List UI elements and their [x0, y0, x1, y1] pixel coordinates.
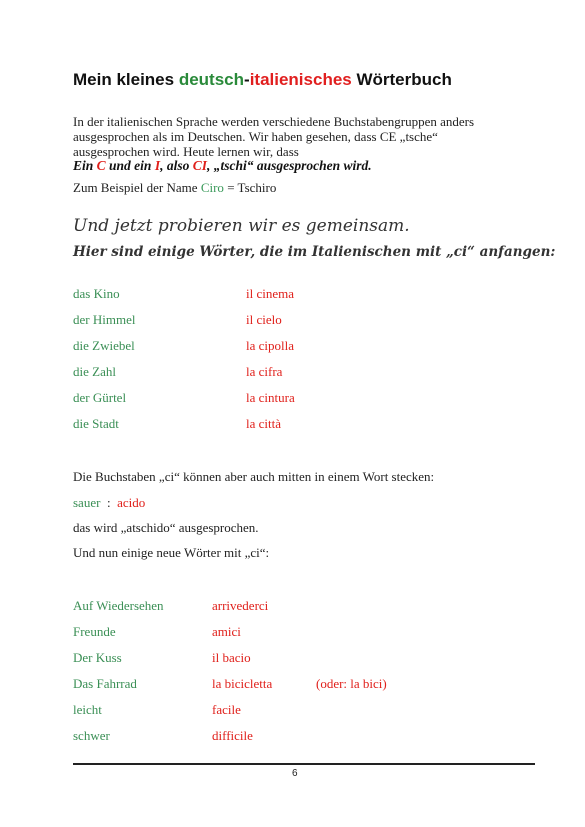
- word-sauer: sauer: [73, 495, 101, 510]
- list2-it-3: la bicicletta: [212, 676, 273, 691]
- mid-line-3: das wird „atschido“ ausgesprochen.: [73, 520, 259, 535]
- list1-de-0: das Kino: [73, 286, 120, 301]
- list2-note-3: (oder: la bici): [316, 676, 387, 691]
- list2-de-1: Freunde: [73, 624, 116, 639]
- rule-part: Ein: [73, 158, 97, 173]
- word-acido: acido: [117, 495, 146, 510]
- intro-paragraph: In der italienischen Sprache werden verschiedene Buchstabengruppen anders ausgesprochen als im Deutschen. Wir haben gesehen, dass CE „tsche“ ausgesprochen wird. Heute lernen wir, dass: [73, 114, 475, 159]
- list1-it-3: la cifra: [246, 364, 283, 379]
- section-heading-1: Und jetzt probieren wir es gemeinsam.: [73, 216, 410, 236]
- list2-it-0: arrivederci: [212, 598, 269, 613]
- rule-part: , „tschi“ ausgesprochen wird.: [206, 158, 372, 173]
- list1-it-0: il cinema: [246, 286, 295, 301]
- title-part-5: Wörterbuch: [351, 70, 452, 89]
- section-heading-2: Hier sind einige Wörter, die im Italienischen mit „ci“ anfangen:: [73, 244, 556, 260]
- mid-line-4: Und nun einige neue Wörter mit „ci“:: [73, 545, 270, 560]
- list1-de-2: die Zwiebel: [73, 338, 135, 353]
- list1-de-4: der Gürtel: [73, 390, 127, 405]
- title-part-3: -: [244, 70, 250, 89]
- list2-it-1: amici: [212, 624, 241, 639]
- rule-part: und ein: [105, 158, 155, 173]
- list2-de-2: Der Kuss: [73, 650, 122, 665]
- rule-sentence: [73, 158, 372, 174]
- list1-it-4: la cintura: [246, 390, 295, 405]
- example-part: = Tschiro: [223, 180, 277, 195]
- list1-it-5: la città: [246, 416, 282, 431]
- rule-letters-ci: CI: [192, 158, 207, 173]
- list1-de-3: die Zahl: [73, 364, 116, 379]
- list2-it-5: difficile: [212, 728, 253, 743]
- list2-de-4: leicht: [73, 702, 102, 717]
- colon-separator: :: [106, 495, 111, 510]
- title-part-1: Mein kleines: [73, 70, 179, 89]
- list2-it-4: facile: [212, 702, 241, 717]
- mid-line-1: Die Buchstaben „ci“ können aber auch mitten in einem Wort stecken:: [73, 469, 435, 484]
- page-number: 6: [292, 768, 298, 779]
- rule-part: , also: [160, 158, 193, 173]
- title-part-2: deutsch: [178, 70, 245, 89]
- example-name: Ciro: [200, 180, 224, 195]
- list2-de-3: Das Fahrrad: [73, 676, 137, 691]
- list2-de-5: schwer: [73, 728, 110, 743]
- footer-divider: [73, 763, 535, 765]
- list2-it-2: il bacio: [212, 650, 251, 665]
- list1-de-1: der Himmel: [73, 312, 136, 327]
- example-part: Zum Beispiel der Name: [73, 180, 201, 195]
- rule-letter-c: C: [96, 158, 106, 173]
- rule-letter-i: I: [154, 158, 161, 173]
- sauer-acido-line: [73, 495, 145, 511]
- title-part-4: italienisches: [249, 70, 352, 89]
- list1-de-5: die Stadt: [73, 416, 119, 431]
- list1-it-2: la cipolla: [246, 338, 295, 353]
- list2-de-0: Auf Wiedersehen: [73, 598, 164, 613]
- page-title: [73, 70, 452, 90]
- list1-it-1: il cielo: [246, 312, 282, 327]
- example-line: [73, 180, 276, 196]
